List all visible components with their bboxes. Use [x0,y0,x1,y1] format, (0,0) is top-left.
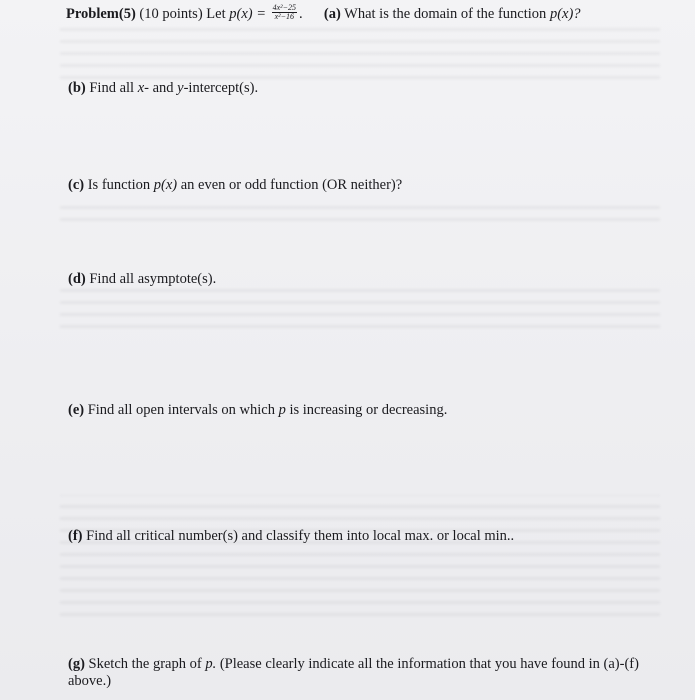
part-c-label: (c) [68,177,85,193]
part-b-text: -intercept(s). [183,80,259,96]
part-d [68,271,216,288]
part-b-text: Find all [89,80,135,96]
function-fraction [272,4,297,21]
part-d-text: Find all asymptote(s). [89,271,217,287]
part-f [68,528,514,545]
part-a-text: What is the domain of the function [344,6,547,22]
var-y: y [177,80,184,96]
var-p: p [278,402,286,418]
part-g-label: (g) [68,656,85,672]
bleed-through-text [60,495,660,625]
part-g-text: Sketch the graph of [88,656,202,672]
var-p: p. [205,656,217,672]
problem-title: Problem(5) [66,6,136,22]
part-c-text: Is function [87,177,151,193]
part-e [68,402,447,419]
part-g-text: (Please clearly indicate all the information that you have found in (a)-(f) above.) [68,656,639,689]
fraction-denominator: x²−16 [274,12,294,22]
part-e-text: is increasing or decreasing. [289,402,448,418]
part-f-label: (f) [68,528,83,544]
part-b [68,80,258,97]
part-e-text: Find all open intervals on which [87,402,275,418]
part-c-text: an even or odd function (OR neither)? [180,177,403,193]
bleed-through-text [60,28,660,88]
part-a-function: p(x)? [549,6,581,22]
function-ref: p(x) [153,177,178,193]
part-g [68,656,653,690]
problem-points: (10 points) [139,6,203,22]
part-c [68,177,402,194]
part-d-label: (d) [68,271,86,287]
bleed-through-text [60,200,660,230]
part-a-label: (a) [323,6,341,22]
bleed-through-text [60,282,660,337]
fraction-period: . [298,6,303,22]
part-b-text: - and [144,80,174,96]
function-lhs: p(x) = [229,6,266,22]
part-e-label: (e) [68,402,85,418]
part-b-label: (b) [68,80,86,96]
fraction-numerator: 4x²−25 [272,3,296,13]
let-text: Let [206,6,226,22]
var-x: x [137,80,145,96]
problem-header [66,3,581,23]
part-f-text: Find all critical number(s) and classify them into local max. or local min.. [86,528,515,544]
